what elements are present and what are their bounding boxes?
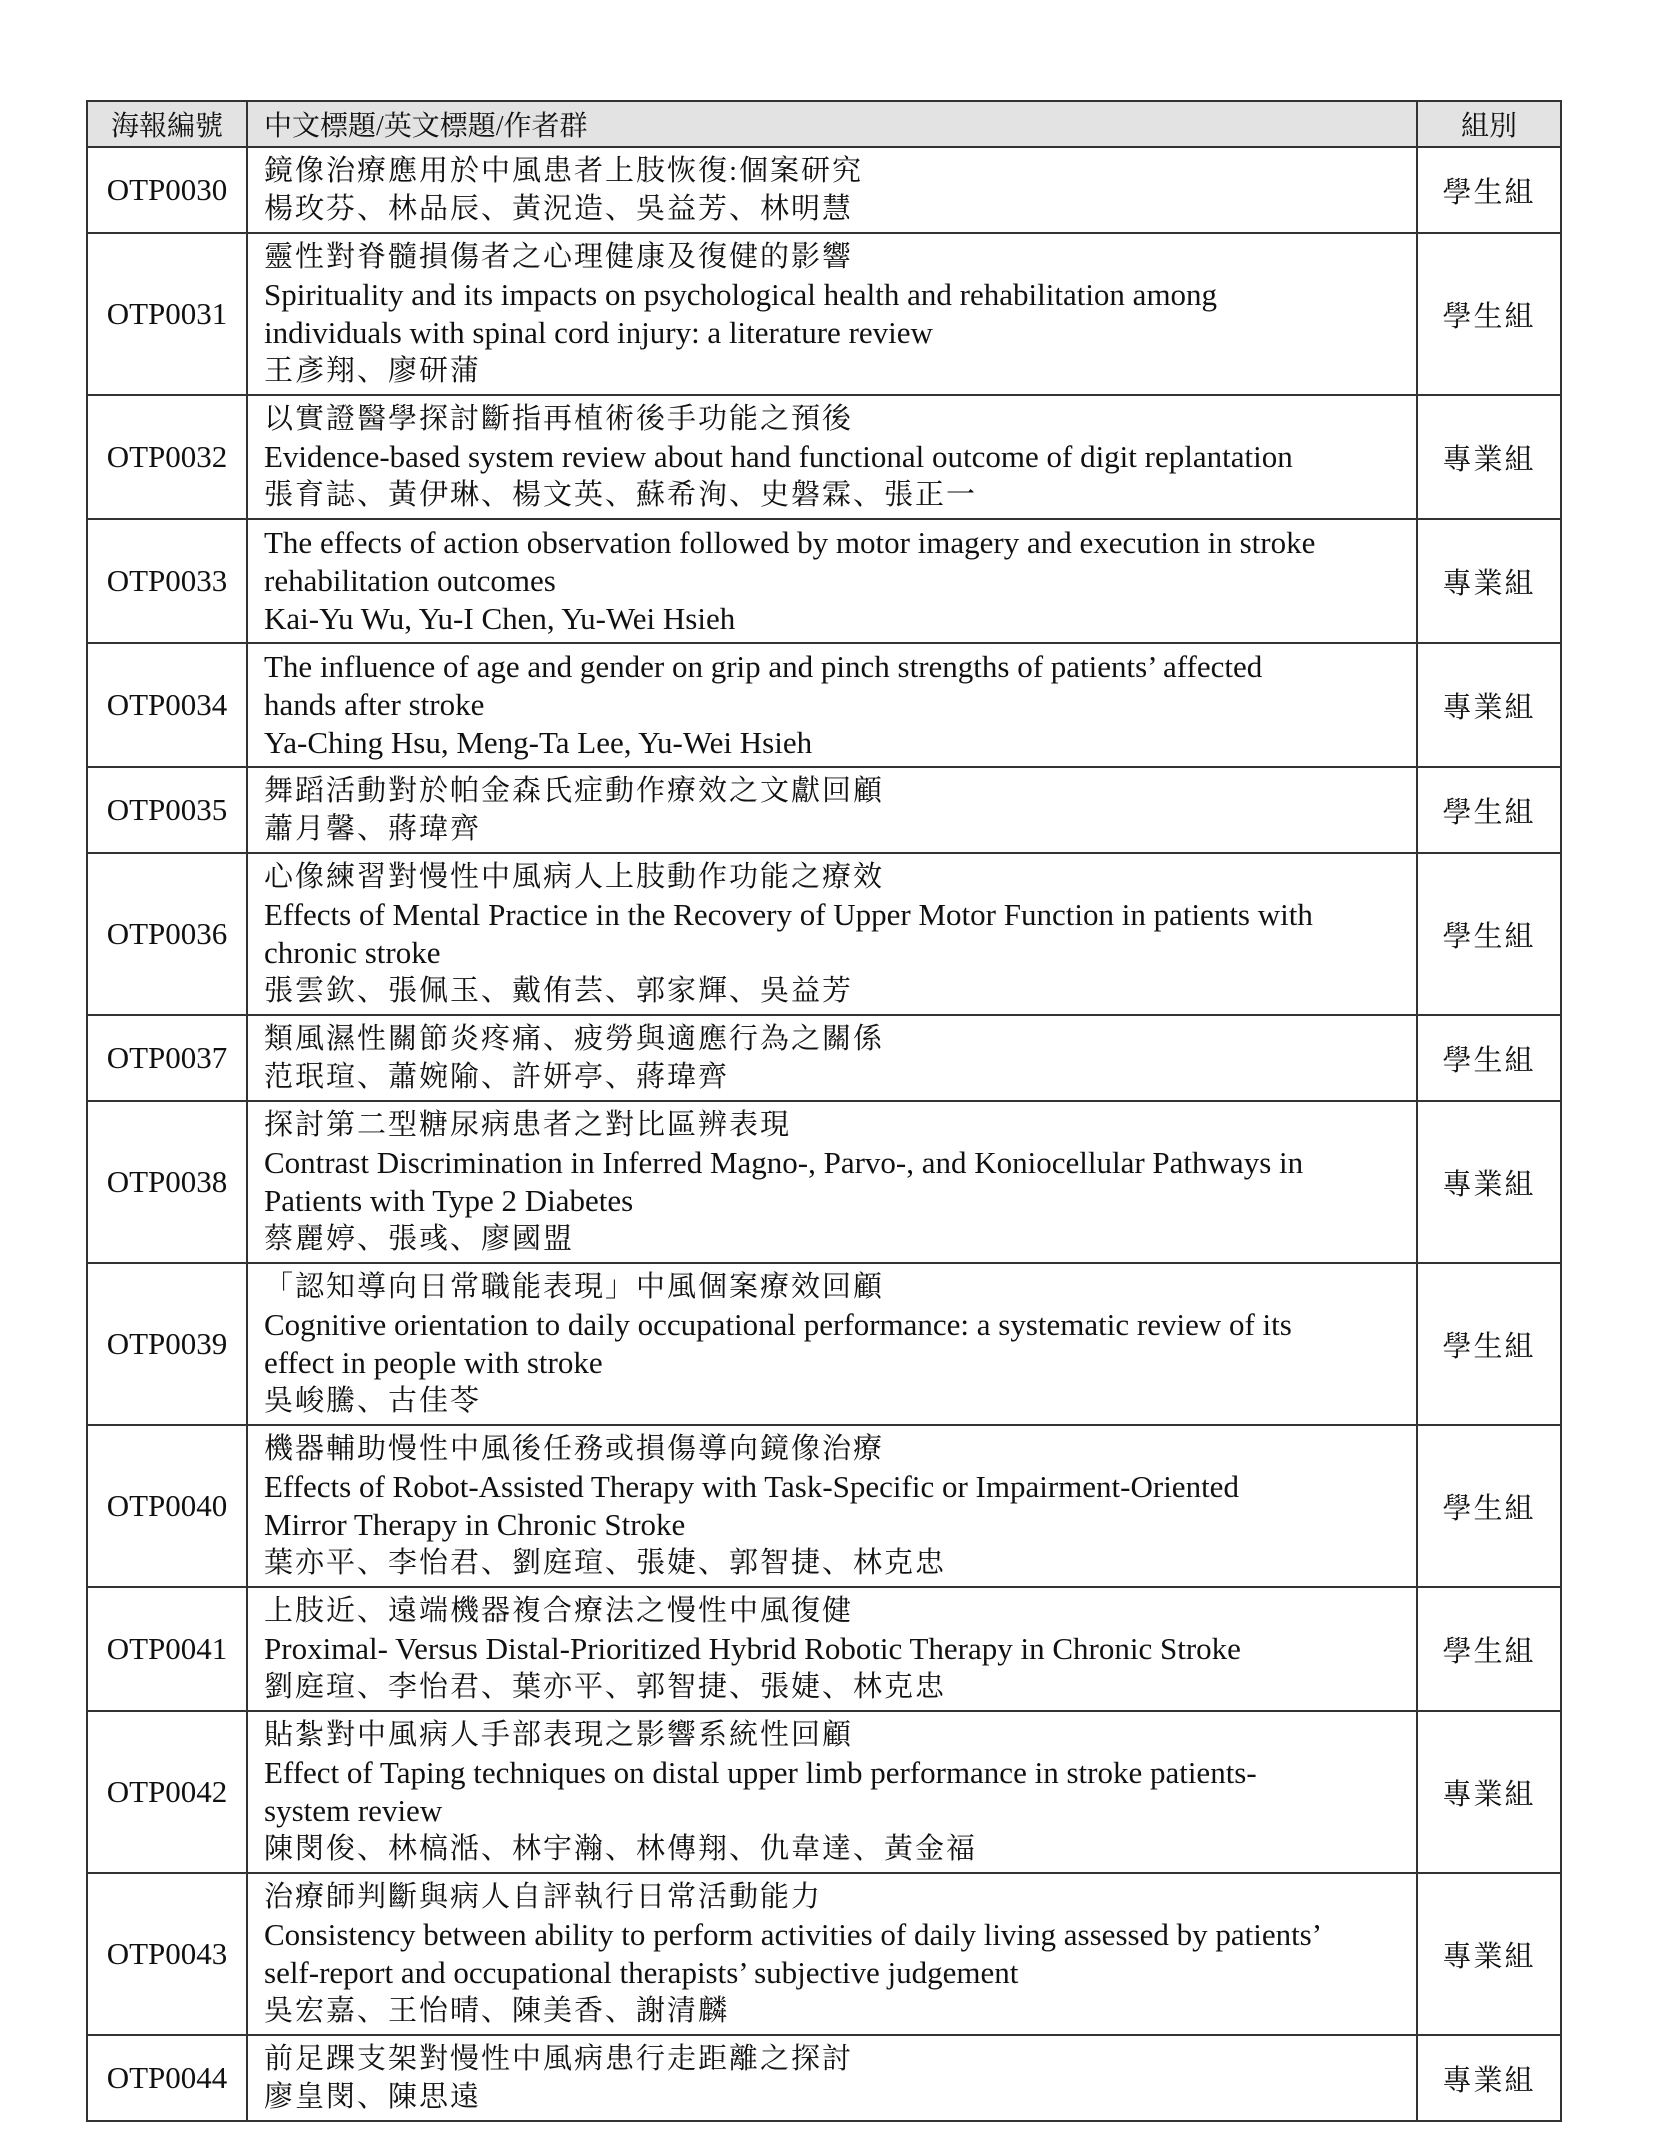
- group-label: 專業組: [1417, 1711, 1561, 1873]
- title-authors-cell: [247, 395, 1417, 519]
- table-row: [87, 1263, 1561, 1425]
- table-row: [87, 767, 1561, 853]
- table-body: [87, 147, 1561, 2121]
- title-author-line: Contrast Discrimination in Inferred Magno-, Parvo-, and Koniocellular Pathways in: [264, 1145, 1304, 1180]
- title-author-line: 楊玫芬、林品辰、黃況造、吳益芳、林明慧: [264, 193, 854, 225]
- title-authors-cell: [247, 1711, 1417, 1873]
- title-authors-cell: [247, 519, 1417, 643]
- title-author-line: Proximal- Versus Distal-Prioritized Hybrid Robotic Therapy in Chronic Stroke: [264, 1631, 1241, 1666]
- title-author-line: 葉亦平、李怡君、劉庭瑄、張婕、郭智捷、林克忠: [264, 1547, 947, 1579]
- poster-id: OTP0033: [87, 519, 247, 643]
- title-author-line: 「認知導向日常職能表現」中風個案療效回顧: [264, 1271, 885, 1303]
- title-author-line: 探討第二型糖尿病患者之對比區辨表現: [264, 1109, 792, 1141]
- title-author-line: 劉庭瑄、李怡君、葉亦平、郭智捷、張婕、林克忠: [264, 1671, 947, 1703]
- group-label: 專業組: [1417, 643, 1561, 767]
- table-row: [87, 1425, 1561, 1587]
- table-row: [87, 853, 1561, 1015]
- poster-id: OTP0040: [87, 1425, 247, 1587]
- table-row: [87, 1015, 1561, 1101]
- group-label: 學生組: [1417, 1425, 1561, 1587]
- title-author-line: Consistency between ability to perform activities of daily living assessed by patients’: [264, 1917, 1323, 1952]
- table-row: [87, 1587, 1561, 1711]
- title-author-line: 貼紮對中風病人手部表現之影響系統性回顧: [264, 1719, 854, 1751]
- title-author-line: Evidence-based system review about hand functional outcome of digit replantation: [264, 439, 1293, 474]
- group-label: 專業組: [1417, 1873, 1561, 2035]
- title-author-line: chronic stroke: [264, 935, 441, 970]
- title-authors-cell: [247, 2035, 1417, 2121]
- poster-id: OTP0031: [87, 233, 247, 395]
- table-row: [87, 643, 1561, 767]
- title-author-line: The influence of age and gender on grip and pinch strengths of patients’ affected: [264, 649, 1263, 684]
- title-authors-cell: [247, 147, 1417, 233]
- header-group: 組別: [1417, 101, 1561, 147]
- poster-id: OTP0035: [87, 767, 247, 853]
- title-author-line: 廖皇閔、陳思遠: [264, 2081, 482, 2113]
- title-author-line: Ya-Ching Hsu, Meng-Ta Lee, Yu-Wei Hsieh: [264, 725, 813, 760]
- title-author-line: Cognitive orientation to daily occupational performance: a systematic review of its: [264, 1307, 1292, 1342]
- table-row: [87, 2035, 1561, 2121]
- title-author-line: hands after stroke: [264, 687, 485, 722]
- title-authors-cell: [247, 1101, 1417, 1263]
- title-author-line: 蕭月馨、蔣瑋齊: [264, 813, 482, 845]
- table-row: [87, 519, 1561, 643]
- group-label: 學生組: [1417, 1587, 1561, 1711]
- title-authors-cell: [247, 1263, 1417, 1425]
- group-label: 專業組: [1417, 1101, 1561, 1263]
- poster-id: OTP0042: [87, 1711, 247, 1873]
- group-label: 學生組: [1417, 147, 1561, 233]
- title-author-line: 前足踝支架對慢性中風病患行走距離之探討: [264, 2043, 854, 2075]
- title-author-line: 王彥翔、廖研蒲: [264, 355, 482, 387]
- table-row: [87, 1873, 1561, 2035]
- title-author-line: Kai-Yu Wu, Yu-I Chen, Yu-Wei Hsieh: [264, 601, 736, 636]
- table-row: [87, 395, 1561, 519]
- title-authors-cell: [247, 1015, 1417, 1101]
- title-authors-cell: [247, 767, 1417, 853]
- table-header-row: [87, 101, 1561, 147]
- poster-id: OTP0036: [87, 853, 247, 1015]
- group-label: 專業組: [1417, 2035, 1561, 2121]
- title-author-line: 吳宏嘉、王怡晴、陳美香、謝清麟: [264, 1995, 730, 2027]
- title-author-line: self-report and occupational therapists’ subjective judgement: [264, 1955, 1019, 1990]
- title-author-line: Effects of Robot-Assisted Therapy with Task-Specific or Impairment-Oriented: [264, 1469, 1239, 1504]
- poster-id: OTP0032: [87, 395, 247, 519]
- poster-id: OTP0030: [87, 147, 247, 233]
- title-author-line: 治療師判斷與病人自評執行日常活動能力: [264, 1881, 823, 1913]
- poster-id: OTP0041: [87, 1587, 247, 1711]
- title-author-line: 蔡麗婷、張彧、廖國盟: [264, 1223, 575, 1255]
- table-row: [87, 1711, 1561, 1873]
- title-author-line: 機器輔助慢性中風後任務或損傷導向鏡像治療: [264, 1433, 885, 1465]
- header-title-authors: 中文標題/英文標題/作者群: [247, 101, 1417, 147]
- title-authors-cell: [247, 1873, 1417, 2035]
- group-label: 學生組: [1417, 1263, 1561, 1425]
- title-author-line: 舞蹈活動對於帕金森氏症動作療效之文獻回顧: [264, 775, 885, 807]
- group-label: 學生組: [1417, 1015, 1561, 1101]
- title-author-line: 類風濕性關節炎疼痛、疲勞與適應行為之關係: [264, 1023, 885, 1055]
- header-poster-id: 海報編號: [87, 101, 247, 147]
- poster-id: OTP0034: [87, 643, 247, 767]
- poster-id: OTP0044: [87, 2035, 247, 2121]
- group-label: 學生組: [1417, 767, 1561, 853]
- title-authors-cell: [247, 233, 1417, 395]
- table-row: [87, 147, 1561, 233]
- title-author-line: 范珉瑄、蕭婉隃、許妍亭、蔣瑋齊: [264, 1061, 730, 1093]
- poster-list-table: [86, 100, 1562, 2122]
- title-author-line: system review: [264, 1793, 443, 1828]
- title-author-line: 陳閔俊、林槁湉、林宇瀚、林傳翔、仇韋達、黃金福: [264, 1833, 978, 1865]
- title-author-line: Effect of Taping techniques on distal upper limb performance in stroke patients-: [264, 1755, 1257, 1790]
- title-authors-cell: [247, 853, 1417, 1015]
- title-authors-cell: [247, 1587, 1417, 1711]
- poster-id: OTP0037: [87, 1015, 247, 1101]
- title-author-line: 張育誌、黃伊琳、楊文英、蘇希洵、史磐霖、張正一: [264, 479, 978, 511]
- title-author-line: Spirituality and its impacts on psychological health and rehabilitation among: [264, 277, 1218, 312]
- poster-id: OTP0043: [87, 1873, 247, 2035]
- title-author-line: Mirror Therapy in Chronic Stroke: [264, 1507, 686, 1542]
- title-author-line: Effects of Mental Practice in the Recovery of Upper Motor Function in patients with: [264, 897, 1313, 932]
- title-author-line: individuals with spinal cord injury: a literature review: [264, 315, 933, 350]
- title-author-line: Patients with Type 2 Diabetes: [264, 1183, 634, 1218]
- group-label: 學生組: [1417, 233, 1561, 395]
- group-label: 專業組: [1417, 519, 1561, 643]
- title-author-line: The effects of action observation followed by motor imagery and execution in stroke: [264, 525, 1316, 560]
- title-author-line: 吳峻騰、古佳苓: [264, 1385, 482, 1417]
- poster-id: OTP0038: [87, 1101, 247, 1263]
- table-row: [87, 1101, 1561, 1263]
- title-authors-cell: [247, 1425, 1417, 1587]
- title-author-line: rehabilitation outcomes: [264, 563, 556, 598]
- title-author-line: 鏡像治療應用於中風患者上肢恢復:個案研究: [264, 155, 864, 187]
- table-row: [87, 233, 1561, 395]
- title-authors-cell: [247, 643, 1417, 767]
- title-author-line: 以實證醫學探討斷指再植術後手功能之預後: [264, 403, 854, 435]
- title-author-line: 靈性對脊髓損傷者之心理健康及復健的影響: [264, 241, 854, 273]
- group-label: 專業組: [1417, 395, 1561, 519]
- title-author-line: 上肢近、遠端機器複合療法之慢性中風復健: [264, 1595, 854, 1627]
- group-label: 學生組: [1417, 853, 1561, 1015]
- title-author-line: effect in people with stroke: [264, 1345, 603, 1380]
- title-author-line: 張雲欽、張佩玉、戴侑芸、郭家輝、吳益芳: [264, 975, 854, 1007]
- poster-id: OTP0039: [87, 1263, 247, 1425]
- title-author-line: 心像練習對慢性中風病人上肢動作功能之療效: [264, 861, 885, 893]
